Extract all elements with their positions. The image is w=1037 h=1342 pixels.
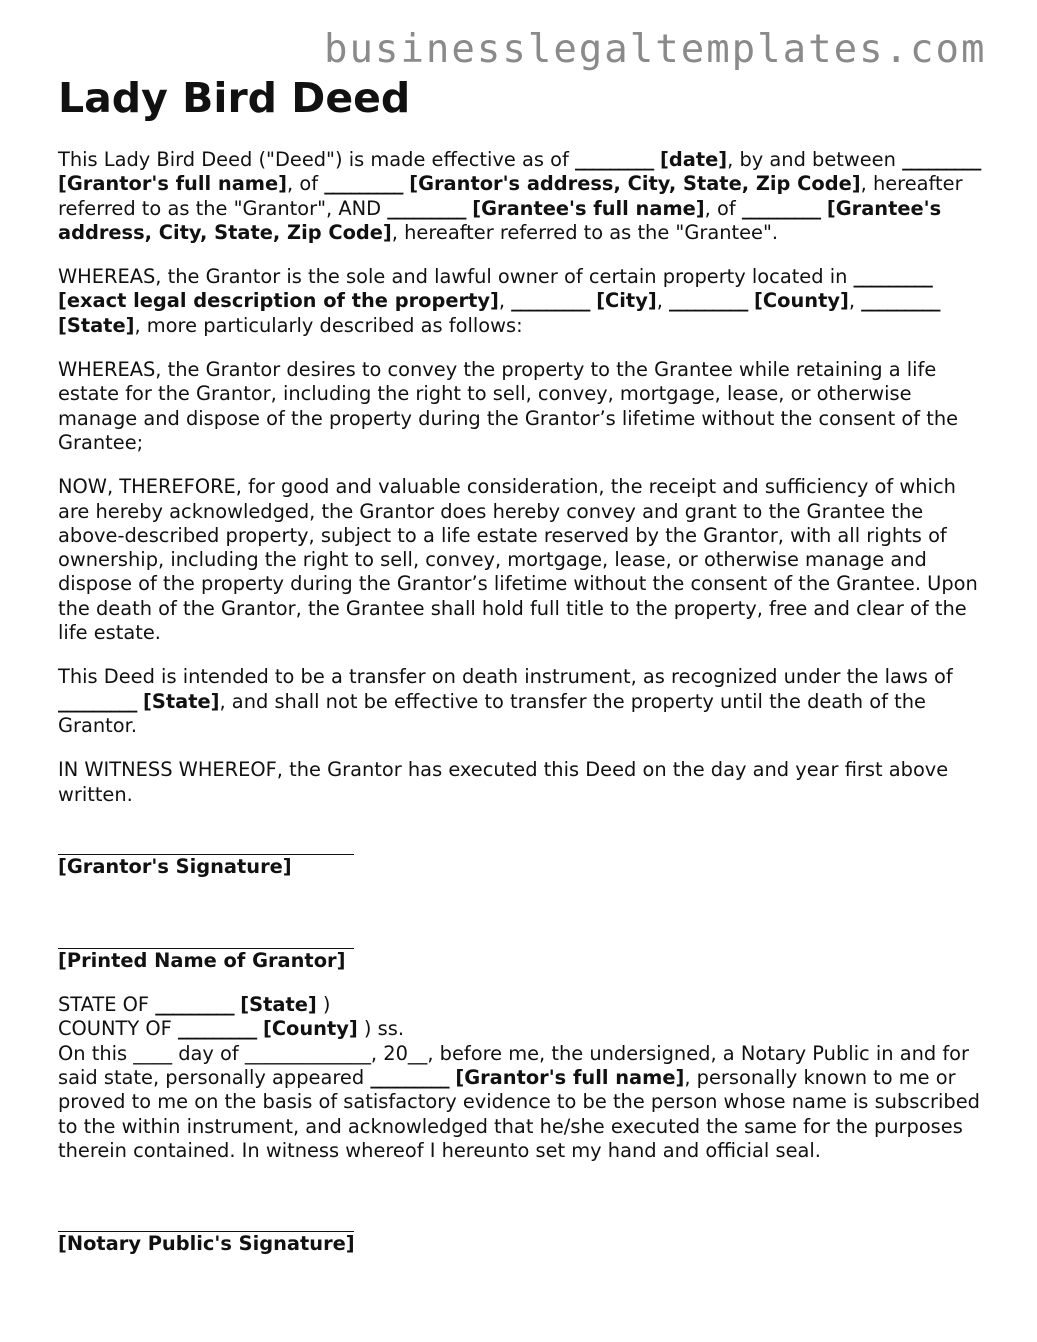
- text: WHEREAS, the Grantor is the sole and lawful owner of certain property located in: [58, 265, 854, 289]
- whereas-property-paragraph: [58, 265, 986, 338]
- blank-field: _________: [177, 1017, 257, 1041]
- text: , and shall not be effective to transfer the property until the death of the Grantor.: [58, 689, 926, 737]
- in-witness-paragraph: IN WITNESS WHEREOF, the Grantor has executed this Deed on the day and year first above written.: [58, 758, 949, 806]
- placeholder-state: [State]: [233, 993, 317, 1017]
- transfer-on-death-paragraph: [58, 665, 986, 738]
- placeholder-legal-description: [exact legal description of the property]: [58, 289, 499, 313]
- placeholder-state: [State]: [58, 313, 135, 337]
- blank-field: _________: [58, 689, 137, 713]
- blank-field: _________: [155, 993, 234, 1017]
- text: , hereafter referred to as the "Grantee".: [391, 220, 779, 244]
- document-title: Lady Bird Deed: [58, 74, 411, 122]
- text: , of: [287, 172, 325, 196]
- placeholder-city: [City]: [589, 289, 657, 313]
- blank-field: _________: [853, 265, 932, 289]
- text: ): [316, 993, 331, 1017]
- blank-field: _________: [370, 1065, 449, 1089]
- watermark: businesslegaltemplates.com: [324, 27, 987, 72]
- placeholder-grantee-address: [Grantee's address, City, State, Zip Code]: [58, 196, 942, 244]
- text: STATE OF: [58, 993, 156, 1017]
- text: This Deed is intended to be a transfer on death instrument, as recognized under the laws of: [58, 665, 953, 689]
- placeholder-county: [County]: [256, 1017, 358, 1041]
- placeholder-date: [date]: [653, 148, 728, 171]
- intro-paragraph: [58, 148, 986, 245]
- blank-field: _________: [511, 289, 590, 313]
- grantor-signature-label: [Grantor's Signature]: [58, 855, 292, 879]
- grantor-signature-line[interactable]: [58, 831, 354, 855]
- text: This Lady Bird Deed ("Deed") is made effective as of: [58, 148, 575, 171]
- blank-field: _________: [741, 196, 821, 220]
- placeholder-county: [County]: [747, 289, 849, 313]
- notary-signature-line[interactable]: [58, 1208, 354, 1232]
- placeholder-state: [State]: [136, 689, 220, 713]
- whereas-life-estate-paragraph: WHEREAS, the Grantor desires to convey the property to the Grantee while retaining a life estate for the Grantor, including the right to sell, convey, mortgage, lease, or otherwise manage and dispose of the property during the Grantor’s lifetime without the consent of the Grantee;: [58, 358, 959, 454]
- grantor-printed-name-block: [58, 924, 986, 973]
- text: , of: [704, 196, 742, 220]
- placeholder-grantee-name: [Grantee's full name]: [465, 196, 705, 220]
- text: COUNTY OF: [58, 1017, 178, 1041]
- text: , more particularly described as follows:: [134, 313, 523, 337]
- document-body: [58, 148, 986, 1257]
- placeholder-grantor-address: [Grantor's address, City, State, Zip Code]: [402, 172, 861, 196]
- text: ,: [656, 289, 670, 313]
- blank-field: _________: [387, 196, 466, 220]
- notary-acknowledgment-text: [58, 1042, 986, 1163]
- blank-field: _________: [574, 148, 654, 171]
- text: , by and between: [727, 148, 903, 171]
- text: , personally known to me or proved to me on the basis of satisfactory evidence to be the person whose name is subscribed to the within instrument, and acknowledged that he/she executed the same for the purposes therein contained. In witness whereof I hereunto set my hand and official seal.: [58, 1065, 980, 1162]
- blank-field: _________: [861, 289, 940, 313]
- text: , hereafter referred to as the "Grantor", AND: [58, 172, 963, 220]
- blank-field: _________: [669, 289, 748, 313]
- notary-signature-label: [Notary Public's Signature]: [58, 1232, 355, 1256]
- text: ) ss.: [357, 1017, 405, 1041]
- placeholder-grantor-name: [Grantor's full name]: [58, 172, 288, 196]
- notary-acknowledgment: [58, 993, 986, 1163]
- blank-field: _________: [324, 172, 403, 196]
- notary-state-line: [58, 993, 986, 1017]
- notary-signature-block: [58, 1208, 986, 1257]
- now-therefore-paragraph: NOW, THEREFORE, for good and valuable consideration, the receipt and sufficiency of which are hereby acknowledged, the Grantor does hereby convey and grant to the Grantee the above-described property, subject to a life estate reserved by the Grantor, with all rights of ownership, including the right to sell, convey, mortgage, lease, or otherwise manage and dispose of the property during the Grantor’s lifetime without the consent of the Grantee. Upon the death of the Grantor, the Grantee shall hold full title to the property, free and clear of the life estate.: [58, 475, 978, 645]
- text: ,: [848, 289, 862, 313]
- placeholder-grantor-name: [Grantor's full name]: [448, 1065, 685, 1089]
- text: On this ____ day of _____________, 20__, before me, the undersigned, a Notary Public in and for said state, personally appeared: [58, 1041, 969, 1089]
- grantor-signature-block: [58, 831, 986, 880]
- grantor-printed-name-line[interactable]: [58, 924, 354, 948]
- notary-county-line: [58, 1017, 986, 1041]
- text: ,: [498, 289, 512, 313]
- blank-field: _________: [902, 148, 981, 171]
- grantor-printed-name-label: [Printed Name of Grantor]: [58, 948, 346, 972]
